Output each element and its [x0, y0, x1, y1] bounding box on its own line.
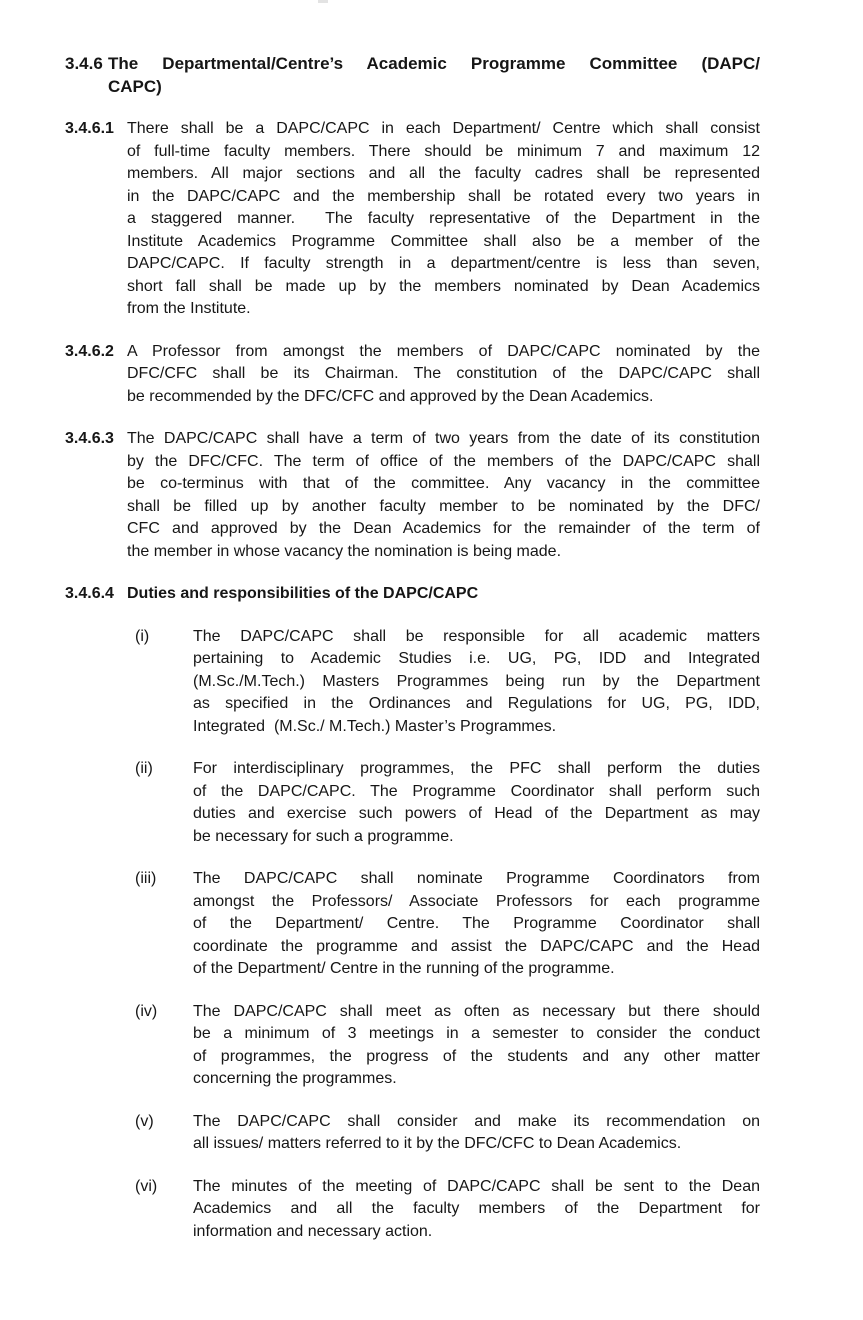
text-line: of the Department/ Centre. The Programme Coordinator shall — [193, 915, 760, 932]
paragraph-number: 3.4.6.1 — [65, 120, 114, 137]
text-line: in the DAPC/CAPC and the membership shall be rotated every two years in — [127, 187, 760, 205]
text-line: The Departmental/Centre’s Academic Programme Committee (DAPC/ — [108, 54, 760, 73]
text-line: The DAPC/CAPC shall be responsible for all academic matters — [193, 627, 760, 645]
paragraph-number: 3.4.6.4 — [65, 585, 114, 602]
text-line: The DAPC/CAPC shall nominate Programme Coordinators from — [193, 870, 760, 887]
paragraph-3-4-6-3 — [65, 428, 760, 563]
duty-text-lines — [193, 1111, 760, 1156]
section-number: 3.4.6 — [65, 54, 103, 73]
page-content — [65, 52, 760, 1263]
text-line: members. All major sections and all the faculty cadres shall be represented — [127, 165, 760, 182]
section-3-4-6 — [65, 52, 760, 98]
text-line: Integrated (M.Sc./ M.Tech.) Master’s Programmes. — [193, 717, 557, 735]
text-line: of the DAPC/CAPC. The Programme Coordinator shall perform such — [193, 782, 760, 800]
list-marker: (i) — [135, 627, 150, 645]
text-line: CAPC) — [108, 77, 162, 96]
list-marker: (v) — [135, 1112, 154, 1130]
text-line: Academics and all the faculty members of the Department for — [193, 1200, 760, 1217]
text-line: all issues/ matters referred to it by the DFC/CFC to Dean Academics. — [193, 1135, 682, 1152]
duty-text-lines — [193, 1176, 760, 1244]
duty-item-iii — [135, 868, 760, 981]
duty-text-lines — [193, 626, 760, 739]
text-line: concerning the programmes. — [193, 1070, 397, 1087]
text-line: of full-time faculty members. There should be minimum 7 and maximum 12 — [127, 142, 760, 160]
paragraph-number: 3.4.6.2 — [65, 342, 114, 360]
paragraph-text-lines — [127, 118, 760, 321]
paragraph-text-lines — [127, 341, 760, 409]
text-line: the member in whose vacancy the nomination is being made. — [127, 542, 562, 560]
duty-text-lines — [193, 1001, 760, 1091]
duty-text-lines — [193, 868, 760, 981]
text-line: The minutes of the meeting of DAPC/CAPC shall be sent to the Dean — [193, 1177, 760, 1195]
list-marker: (iii) — [135, 870, 157, 887]
text-line: as specified in the Ordinances and Regulations for UG, PG, IDD, — [193, 695, 760, 712]
subheading-3-4-6-4 — [65, 583, 760, 606]
paragraph-3-4-6-1 — [65, 118, 760, 321]
subheading-title: Duties and responsibilities of the DAPC/CAPC — [127, 585, 479, 602]
text-line: amongst the Professors/ Associate Professors for each programme — [193, 892, 760, 910]
list-marker: (vi) — [135, 1177, 158, 1195]
list-marker: (iv) — [135, 1002, 158, 1020]
text-line: DAPC/CAPC. If faculty strength in a department/centre is less than seven, — [127, 255, 760, 272]
list-marker: (ii) — [135, 760, 153, 777]
paragraph-3-4-6-2 — [65, 341, 760, 409]
text-line: The DAPC/CAPC shall consider and make its recommendation on — [193, 1112, 760, 1130]
text-line: A Professor from amongst the members of DAPC/CAPC nominated by the — [127, 342, 760, 360]
duty-item-ii — [135, 758, 760, 848]
text-line: duties and exercise such powers of Head of the Department as may — [193, 805, 760, 822]
text-line: coordinate the programme and assist the DAPC/CAPC and the Head — [193, 937, 760, 955]
page-edge-artifact — [318, 0, 328, 3]
text-line: from the Institute. — [127, 300, 251, 317]
duty-item-v — [135, 1111, 760, 1156]
text-line: (M.Sc./M.Tech.) Masters Programmes being run by the Department — [193, 672, 760, 690]
text-line: of the Department/ Centre in the running of the programme. — [193, 960, 615, 977]
text-line: a staggered manner. The faculty representative of the Department in the — [127, 210, 760, 227]
text-line: For interdisciplinary programmes, the PFC shall perform the duties — [193, 760, 760, 777]
duties-list — [135, 626, 760, 1244]
text-line: The DAPC/CAPC shall meet as often as necessary but there should — [193, 1002, 760, 1020]
text-line: short fall shall be made up by the members nominated by Dean Academics — [127, 277, 760, 295]
text-line: be necessary for such a programme. — [193, 827, 454, 845]
duty-item-iv — [135, 1001, 760, 1091]
text-line: shall be filled up by another faculty member to be nominated by the DFC/ — [127, 497, 760, 515]
text-line: CFC and approved by the Dean Academics for the remainder of the term of — [127, 520, 760, 537]
text-line: information and necessary action. — [193, 1222, 433, 1240]
text-line: by the DFC/CFC. The term of office of the members of the DAPC/CAPC shall — [127, 452, 760, 470]
duty-text-lines — [193, 758, 760, 848]
text-line: The DAPC/CAPC shall have a term of two years from the date of its constitution — [127, 430, 760, 447]
duty-item-vi — [135, 1176, 760, 1244]
paragraph-number: 3.4.6.3 — [65, 430, 114, 447]
text-line: of programmes, the progress of the students and any other matter — [193, 1047, 760, 1065]
text-line: be recommended by the DFC/CFC and approved by the Dean Academics. — [127, 387, 654, 405]
text-line: Institute Academics Programme Committee shall also be a member of the — [127, 232, 760, 250]
text-line: pertaining to Academic Studies i.e. UG, PG, IDD and Integrated — [193, 650, 760, 667]
text-line: be co-terminus with that of the committee. Any vacancy in the committee — [127, 475, 760, 492]
section-title-lines — [108, 52, 760, 98]
duty-item-i — [135, 626, 760, 739]
paragraph-text-lines — [127, 428, 760, 563]
text-line: be a minimum of 3 meetings in a semester to consider the conduct — [193, 1025, 760, 1042]
text-line: There shall be a DAPC/CAPC in each Department/ Centre which shall consist — [127, 120, 760, 137]
text-line: DFC/CFC shall be its Chairman. The constitution of the DAPC/CAPC shall — [127, 365, 760, 382]
